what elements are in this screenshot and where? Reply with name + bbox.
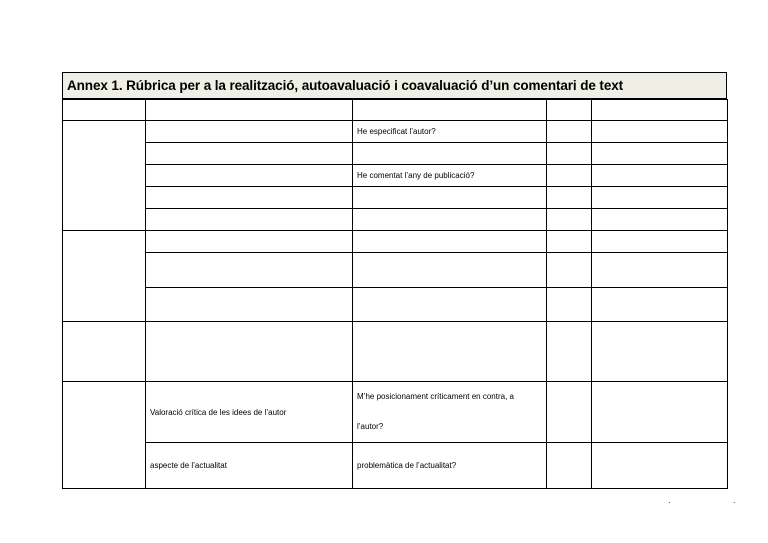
question-cell — [353, 143, 547, 165]
rubric-title: Annex 1. Rúbrica per a la realització, autoavaluació i coavaluació d’un comentari de text — [62, 72, 727, 99]
table-row — [63, 121, 728, 143]
criterion-cell — [146, 121, 353, 143]
question-cell — [353, 322, 547, 382]
table-row — [63, 231, 728, 253]
score-cell — [547, 165, 592, 187]
question-cell — [353, 231, 547, 253]
criterion-cell — [146, 322, 353, 382]
criterion-cell — [146, 143, 353, 165]
criterion-cell: Valoració crítica de les idees de l’autor — [146, 382, 353, 443]
score-cell — [547, 187, 592, 209]
score-cell — [547, 231, 592, 253]
table-row — [63, 322, 728, 382]
score-cell — [547, 209, 592, 231]
score-cell — [547, 121, 592, 143]
question-cell — [353, 382, 547, 443]
table-row — [63, 209, 728, 231]
section-label-cell — [63, 121, 146, 231]
criterion-cell — [146, 187, 353, 209]
table-cell — [63, 100, 146, 121]
table-cell — [353, 100, 547, 121]
question-cell — [353, 288, 547, 322]
rubric-table — [62, 99, 728, 489]
table-row — [63, 253, 728, 288]
criterion-cell — [146, 253, 353, 288]
question-cell: He especificat l’autor? — [353, 121, 547, 143]
score-cell — [547, 382, 592, 443]
criterion-cell: aspecte de l’actualitat — [146, 443, 353, 489]
section-label-cell — [63, 231, 146, 322]
question-line: l’autor? — [357, 422, 384, 431]
criterion-cell — [146, 209, 353, 231]
comment-cell — [592, 143, 728, 165]
comment-cell — [592, 121, 728, 143]
comment-cell — [592, 209, 728, 231]
comment-cell — [592, 165, 728, 187]
criterion-cell — [146, 288, 353, 322]
section-label-cell — [63, 382, 146, 489]
criterion-cell — [146, 165, 353, 187]
comment-cell — [592, 322, 728, 382]
rubric-document — [62, 72, 727, 489]
table-row — [63, 443, 728, 489]
comment-cell — [592, 253, 728, 288]
footer-marks: · · — [668, 498, 766, 507]
table-row — [63, 187, 728, 209]
comment-cell — [592, 443, 728, 489]
table-row — [63, 382, 728, 443]
score-cell — [547, 322, 592, 382]
question-line: M’he posicionament críticament en contra, a — [357, 392, 514, 401]
score-cell — [547, 253, 592, 288]
comment-cell — [592, 231, 728, 253]
criterion-cell — [146, 231, 353, 253]
question-cell: problemàtica de l’actualitat? — [353, 443, 547, 489]
comment-cell — [592, 288, 728, 322]
table-cell — [592, 100, 728, 121]
table-row — [63, 288, 728, 322]
table-cell — [146, 100, 353, 121]
score-cell — [547, 143, 592, 165]
comment-cell — [592, 187, 728, 209]
score-cell — [547, 288, 592, 322]
section-label-cell — [63, 322, 146, 382]
table-row — [63, 165, 728, 187]
question-cell — [353, 209, 547, 231]
comment-cell — [592, 382, 728, 443]
question-cell — [353, 253, 547, 288]
table-row — [63, 143, 728, 165]
table-cell — [547, 100, 592, 121]
question-cell — [353, 187, 547, 209]
question-cell: He comentat l’any de publicació? — [353, 165, 547, 187]
score-cell — [547, 443, 592, 489]
table-header-row — [63, 100, 728, 121]
